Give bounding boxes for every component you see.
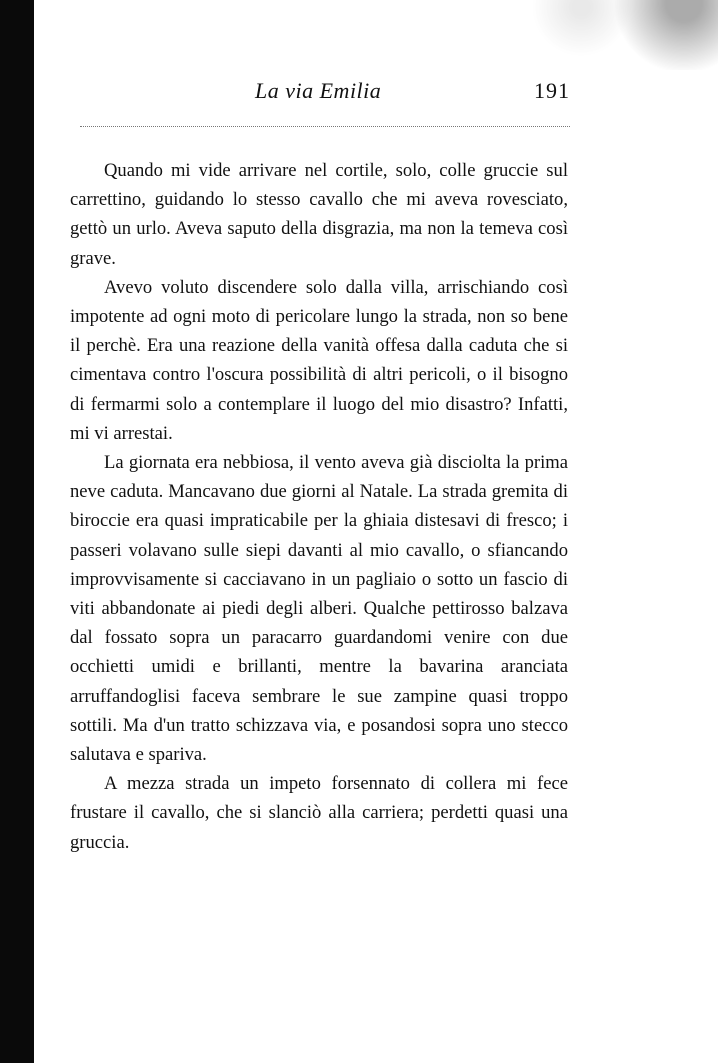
page-number: 191 bbox=[534, 78, 570, 103]
header-rule bbox=[80, 126, 570, 127]
body-text bbox=[70, 156, 568, 857]
running-title: La via Emilia bbox=[255, 78, 382, 103]
book-binding-shadow bbox=[0, 0, 34, 1063]
paragraph-4: A mezza strada un impeto forsennato di collera mi fece frustare il cavallo, che si slanciò alla carriera; perdetti quasi una gruccia. bbox=[70, 773, 568, 853]
paragraph-2: Avevo voluto discendere solo dalla villa, arrischiando così impotente ad ogni moto di pericolare lungo la strada, non so bene il perchè. Era una reazione della vanità offesa dalla caduta che si cimentava contro l'oscura possibilità di altri pericoli, o il bisogno di fermarmi solo a contemplare il luogo del mio disastro? Infatti, mi vi arrestai. bbox=[70, 276, 568, 444]
page-header bbox=[70, 78, 570, 114]
paragraph-1: Quando mi vide arrivare nel cortile, solo, colle gruccie sul carrettino, guidando lo stesso cavallo che mi aveva rovesciato, gettò un urlo. Aveva saputo della disgrazia, ma non la temeva così grave. bbox=[70, 160, 568, 269]
paragraph-3: La giornata era nebbiosa, il vento aveva già disciolta la prima neve caduta. Mancavano due giorni al Natale. La strada gremita di biroccie era quasi impraticabile per la ghiaia distesavi di fresco; i passeri volavano sulle siepi davanti al mio cavallo, o sfiancando improvvisamente si cacciavano in un pagliaio o sotto un fascio di viti abbandonate ai piedi degli alberi. Qualche pettirosso balzava dal fossato sopra un paracarro guardandomi venire con due occhietti umidi e brillanti, mentre la bavarina aranciata arruffandoglisi faceva sembrare le sue zampine quasi troppo sottili. Ma d'un tratto schizzava via, e posandosi sopra uno stecco salutava e spariva. bbox=[70, 452, 568, 766]
page-speckle bbox=[34, 0, 718, 70]
